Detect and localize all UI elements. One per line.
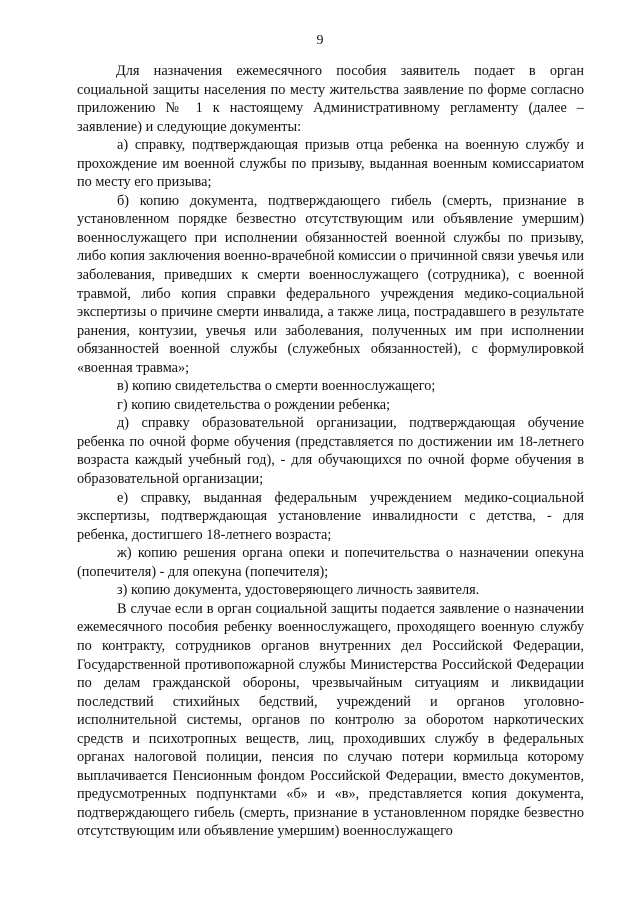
- list-item-d: д) справку образовательной организации, подтверждающая обучение ребенка по очной форме обучения (представляется по достижении им 18-летнего возраста каждый учебный год), - для обучающихся по очной форме обучения в образовательной организации;: [77, 415, 584, 488]
- document-body: [77, 62, 584, 841]
- list-item-b: б) копию документа, подтверждающего гибель (смерть, признание в установленном порядке безвестно отсутствующим или объявление умершим) военнослужащего при исполнении обязанностей военной службы по призыву, либо копия заключения военно-врачебной комиссии о причинной связи увечья или заболевания, приведших к смерти военнослужащего (сотрудника), с военной травмой, либо копия справки федерального учреждения медико-социальной экспертизы о причине смерти инвалида, а также лица, пострадавшего в результате ранения, контузии, увечья или заболевания, полученных им при исполнении обязанностей военной службы (служебных обязанностей), с формулировкой «военная травма»;: [77, 192, 584, 376]
- contract-service-paragraph: В случае если в орган социальной защиты подается заявление о назначении ежемесячного пособия ребенку военнослужащего, проходящего военную службу по контракту, сотрудников органов внутренних дел Российской Федерации, Государственной противопожарной службы Министерства Российской Федерации по делам гражданской обороны, чрезвычайным ситуациям и ликвидации последствий стихийных бедствий, учреждений и органов уголовно-исполнительной системы, органов по контролю за оборотом наркотических средств и психотропных веществ, лиц, проходивших службу в федеральных органах налоговой полиции, пенсия по случаю потери кормильца которому выплачивается Пенсионным фондом Российской Федерации, вместо документов, предусмотренных подпунктами «б» и «в», представляется копия документа, подтверждающего гибель (смерть, признание в установленном порядке безвестно отсутствующим или объявление умершим) военнослужащего: [77, 600, 584, 840]
- list-item-zh: ж) копию решения органа опеки и попечительства о назначении опекуна (попечителя) - для опекуна (попечителя);: [77, 545, 584, 580]
- list-item-z: з) копию документа, удостоверяющего личность заявителя.: [117, 582, 480, 599]
- list-item-v: в) копию свидетельства о смерти военнослужащего;: [117, 378, 436, 395]
- list-item-g: г) копию свидетельства о рождении ребенка;: [117, 396, 391, 413]
- intro-paragraph: Для назначения ежемесячного пособия заявитель подает в орган социальной защиты населения по месту жительства заявление по форме согласно приложению № 1 к настоящему Административному регламенту (далее – заявление) и следующие документы:: [77, 63, 584, 135]
- list-item-a: а) справку, подтверждающая призыв отца ребенка на военную службу и прохождение им военной службы по призыву, выданная военным комиссариатом по месту его призыва;: [77, 137, 584, 191]
- page-number: 9: [316, 33, 324, 48]
- list-item-e: е) справку, выданная федеральным учреждением медико-социальной экспертизы, подтверждающая установление инвалидности с детства, - для ребенка, достигшего 18-летнего возраста;: [77, 489, 584, 543]
